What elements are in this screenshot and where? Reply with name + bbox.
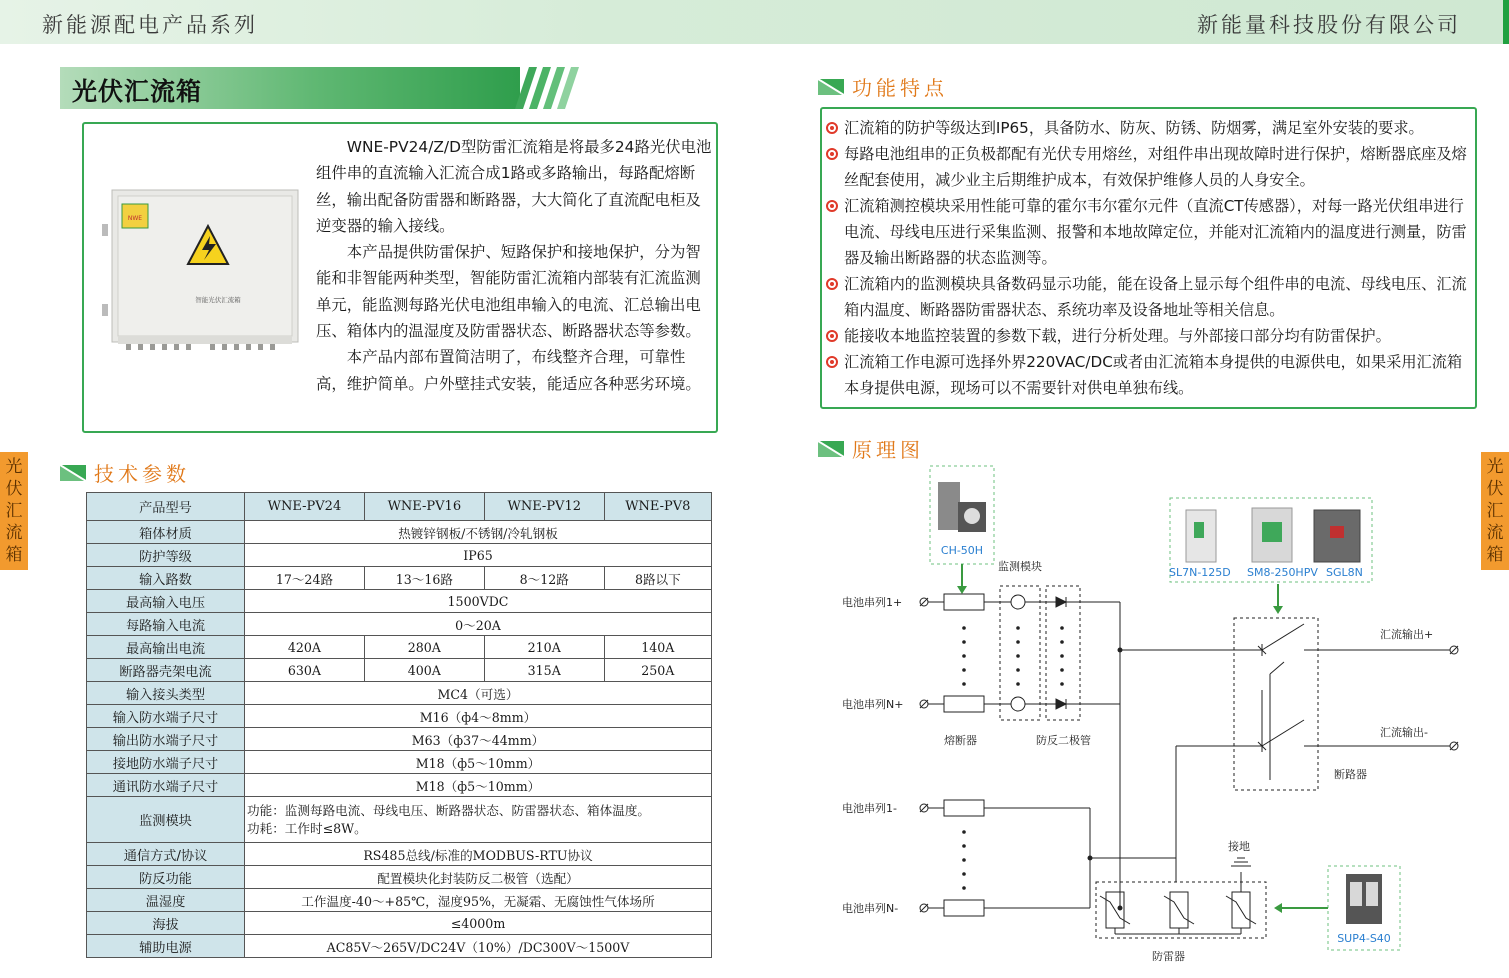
intro-paragraph: WNE-PV24/Z/D型防雷汇流箱是将最多24路光伏电池组件串的直流输入汇流合成1路或多路输出，每路配熔断丝，输出配备防雷器和断路器，大大简化了直流配电柜及逆变器的输入接线。 bbox=[316, 138, 712, 235]
bullet-icon bbox=[826, 122, 838, 134]
spec-value-cell: 0～20A bbox=[245, 613, 712, 636]
spec-value-cell: 315A bbox=[484, 659, 604, 682]
fuse-label: 熔断器 bbox=[944, 734, 977, 747]
bullet-icon bbox=[826, 330, 838, 342]
monitor-module-label: 监测模块 bbox=[998, 560, 1042, 573]
spec-value-cell: MC4（可选） bbox=[245, 682, 712, 705]
table-row bbox=[87, 843, 712, 866]
output-neg-label: 汇流输出- bbox=[1380, 726, 1428, 739]
spec-value-cell: M18（ф5～10mm） bbox=[245, 774, 712, 797]
table-row bbox=[87, 935, 712, 958]
spec-value-cell: 210A bbox=[484, 636, 604, 659]
side-tab-char: 光 bbox=[1486, 457, 1504, 477]
spec-value-cell: 280A bbox=[364, 636, 484, 659]
spec-label-cell: 最高输出电流 bbox=[87, 636, 245, 659]
spec-label-cell: 温湿度 bbox=[87, 889, 245, 912]
table-row bbox=[87, 521, 712, 544]
banner-stripes-icon bbox=[515, 67, 580, 109]
spec-value-cell: 250A bbox=[604, 659, 711, 682]
side-tab-right bbox=[1481, 452, 1509, 570]
features-heading-text: 功能特点 bbox=[852, 76, 948, 100]
breaker-model-1: SL7N-125D bbox=[1169, 566, 1231, 579]
output-pos-label: 汇流输出+ bbox=[1380, 628, 1434, 641]
spec-label-cell: 接地防水端子尺寸 bbox=[87, 751, 245, 774]
feature-text: 汇流箱内的监测模块具备数码显示功能，能在设备上显示每个组件串的电流、母线电压、汇流箱内温度、断路器防雷器状态、系统功率及设备地址等相关信息。 bbox=[844, 275, 1467, 319]
side-tab-char: 流 bbox=[1486, 523, 1504, 543]
string-pos-n-label: 电池串列N+ bbox=[842, 698, 904, 711]
spd-model: SUP4-S40 bbox=[1337, 932, 1391, 945]
feature-text: 汇流箱工作电源可选择外界220VAC/DC或者由汇流箱本身提供的电源供电，如果采用汇流箱本身提供电源，现场可以不需要针对供电单独布线。 bbox=[844, 353, 1463, 397]
spec-value-cell: 420A bbox=[245, 636, 365, 659]
sensor-icon bbox=[938, 482, 986, 532]
breaker-label: 断路器 bbox=[1334, 768, 1367, 781]
table-row bbox=[87, 636, 712, 659]
feature-text: 汇流箱测控模块采用性能可靠的霍尔韦尔霍尔元件（直流CT传感器），对每一路光伏组串进行电流、母线电压进行采集监测、报警和本地故障定位，并能对汇流箱内的温度进行测量，防雷器及输出断路器的状态监测等。 bbox=[844, 197, 1467, 267]
spec-value-cell: 140A bbox=[604, 636, 711, 659]
spec-value-cell: AC85V～265V/DC24V（10%）/DC300V～1500V bbox=[245, 935, 712, 958]
intro-paragraph: 本产品内部布置简洁明了，布线整齐合理，可靠性高，维护简单。户外壁挂式安装，能适应各种恶劣环境。 bbox=[316, 348, 701, 393]
bullet-icon bbox=[826, 148, 838, 160]
side-tab-left bbox=[0, 452, 28, 570]
heading-stripe-icon bbox=[60, 465, 86, 481]
string-neg-1-label: 电池串列1- bbox=[842, 802, 897, 815]
spec-label-cell: 监测模块 bbox=[87, 797, 245, 843]
spec-value-cell: 17～24路 bbox=[245, 567, 365, 590]
feature-text: 能接收本地监控装置的参数下载，进行分析处理。与外部接口部分均有防雷保护。 bbox=[844, 327, 1391, 345]
spec-label-cell: 产品型号 bbox=[87, 493, 245, 521]
spec-label-cell: 输出防水端子尺寸 bbox=[87, 728, 245, 751]
spd-label: 防雷器 bbox=[1152, 950, 1185, 963]
svg-text:智能光伏汇流箱: 智能光伏汇流箱 bbox=[195, 296, 241, 304]
spec-value-cell: 8路以下 bbox=[604, 567, 711, 590]
spec-label-cell: 防反功能 bbox=[87, 866, 245, 889]
spec-label-cell: 辅助电源 bbox=[87, 935, 245, 958]
string-pos-1-label: 电池串列1+ bbox=[842, 596, 903, 609]
side-tab-char: 箱 bbox=[5, 545, 23, 565]
side-tab-char: 光 bbox=[5, 457, 23, 477]
spec-value-cell: M63（ф37～44mm） bbox=[245, 728, 712, 751]
product-title-banner bbox=[60, 67, 580, 109]
sensor-model: CH-50H bbox=[940, 544, 984, 557]
side-tab-char: 流 bbox=[5, 523, 23, 543]
table-row bbox=[87, 705, 712, 728]
feature-item bbox=[826, 271, 1467, 323]
table-row bbox=[87, 912, 712, 935]
bullet-icon bbox=[826, 356, 838, 368]
spec-value-cell: 13～16路 bbox=[364, 567, 484, 590]
heading-stripe-icon bbox=[818, 441, 844, 457]
breaker-model-3: SGL8N bbox=[1326, 566, 1363, 579]
side-tab-char: 伏 bbox=[1486, 479, 1504, 499]
spec-label-cell: 输入路数 bbox=[87, 567, 245, 590]
side-tab-char: 汇 bbox=[1486, 501, 1504, 521]
table-row bbox=[87, 613, 712, 636]
breaker-model-2: SM8-250HPV bbox=[1247, 566, 1318, 579]
combiner-box-image bbox=[98, 184, 308, 356]
spec-label-cell: 海拔 bbox=[87, 912, 245, 935]
table-row bbox=[87, 567, 712, 590]
spec-label-cell: 输入防水端子尺寸 bbox=[87, 705, 245, 728]
breaker-icon bbox=[1186, 508, 1360, 562]
table-row bbox=[87, 590, 712, 613]
table-row bbox=[87, 544, 712, 567]
spec-label-cell: 通讯防水端子尺寸 bbox=[87, 774, 245, 797]
series-title: 新能源配电产品系列 bbox=[42, 13, 258, 37]
header-band bbox=[0, 0, 1509, 44]
monitor-power-line: 功耗：工作时≤8W。 bbox=[247, 820, 367, 836]
monitor-function-line: 功能：监测每路电流、母线电压、断路器状态、防雷器状态、箱体温度。 bbox=[247, 802, 650, 818]
spec-value-cell: 630A bbox=[245, 659, 365, 682]
spec-value-cell: M18（ф5～10mm） bbox=[245, 751, 712, 774]
spec-label-cell: 防护等级 bbox=[87, 544, 245, 567]
intro-box bbox=[82, 122, 718, 433]
side-tab-char: 箱 bbox=[1486, 545, 1504, 565]
intro-paragraph: 本产品提供防雷保护、短路保护和接地保护，分为智能和非智能两种类型，智能防雷汇流箱内部装有汇流监测单元，能监测每路光伏电池组串输入的电流、汇总输出电压、箱体内的温湿度及防雷器状态、断路器状态等参数。 bbox=[316, 243, 701, 341]
spec-value-cell: M16（ф4～8mm） bbox=[245, 705, 712, 728]
bullet-icon bbox=[826, 278, 838, 290]
table-row bbox=[87, 682, 712, 705]
features-box bbox=[820, 107, 1477, 409]
spec-value-cell: WNE-PV24 bbox=[245, 493, 365, 521]
spec-value-cell: 8～12路 bbox=[484, 567, 604, 590]
feature-item bbox=[826, 141, 1467, 193]
feature-item bbox=[826, 193, 1467, 271]
spec-value-cell: 工作温度-40～+85℃，湿度95%，无凝霜、无腐蚀性气体场所 bbox=[245, 889, 712, 912]
table-row bbox=[87, 728, 712, 751]
svg-text:NWE: NWE bbox=[127, 215, 143, 222]
spec-value-cell: 400A bbox=[364, 659, 484, 682]
specs-table bbox=[86, 492, 712, 958]
table-row bbox=[87, 774, 712, 797]
company-name: 新能量科技股份有限公司 bbox=[1197, 13, 1461, 37]
spec-label-cell: 通信方式/协议 bbox=[87, 843, 245, 866]
feature-item bbox=[826, 115, 1467, 141]
heading-stripe-icon bbox=[818, 79, 844, 95]
ground-label: 接地 bbox=[1228, 840, 1250, 853]
spec-label-cell: 箱体材质 bbox=[87, 521, 245, 544]
spec-label-cell: 输入接头类型 bbox=[87, 682, 245, 705]
side-tab-char: 伏 bbox=[5, 479, 23, 499]
spd-device-icon bbox=[1346, 874, 1382, 924]
specs-heading-text: 技术参数 bbox=[94, 462, 190, 486]
schematic-diagram bbox=[830, 462, 1480, 972]
spec-value-cell: WNE-PV8 bbox=[604, 493, 711, 521]
table-row bbox=[87, 889, 712, 912]
intro-text bbox=[316, 134, 712, 397]
spec-label-cell: 断路器壳架电流 bbox=[87, 659, 245, 682]
spec-value-cell: 1500VDC bbox=[245, 590, 712, 613]
side-tab-char: 汇 bbox=[5, 501, 23, 521]
spec-value-cell: 配置模块化封装防反二极管（选配） bbox=[245, 866, 712, 889]
feature-item bbox=[826, 323, 1467, 349]
spec-value-cell: IP65 bbox=[245, 544, 712, 567]
table-row bbox=[87, 493, 712, 521]
spec-label-cell: 最高输入电压 bbox=[87, 590, 245, 613]
feature-text: 汇流箱的防护等级达到IP65，具备防水、防灰、防锈、防烟雾，满足室外安装的要求。 bbox=[844, 119, 1424, 137]
header-edge-accent bbox=[1503, 0, 1509, 44]
spec-label-cell: 每路输入电流 bbox=[87, 613, 245, 636]
string-neg-n-label: 电池串列N- bbox=[842, 902, 899, 915]
specs-heading bbox=[60, 458, 190, 487]
spec-value-cell bbox=[245, 797, 712, 843]
diode-label: 防反二极管 bbox=[1036, 734, 1091, 747]
spec-value-cell: 热镀锌钢板/不锈钢/冷轧钢板 bbox=[245, 521, 712, 544]
table-row bbox=[87, 751, 712, 774]
features-heading bbox=[818, 72, 948, 101]
table-row bbox=[87, 659, 712, 682]
spec-value-cell: RS485总线/标准的MODBUS-RTU协议 bbox=[245, 843, 712, 866]
product-title: 光伏汇流箱 bbox=[72, 77, 203, 106]
table-row bbox=[87, 797, 712, 843]
bullet-icon bbox=[826, 200, 838, 212]
feature-item bbox=[826, 349, 1467, 401]
spec-value-cell: WNE-PV12 bbox=[484, 493, 604, 521]
feature-text: 每路电池组串的正负极都配有光伏专用熔丝，对组件串出现故障时进行保护，熔断器底座及熔丝配套使用，减少业主后期维护成本，有效保护维修人员的人身安全。 bbox=[844, 145, 1467, 189]
diagram-heading-text: 原理图 bbox=[852, 438, 924, 462]
spec-value-cell: WNE-PV16 bbox=[364, 493, 484, 521]
diagram-heading bbox=[818, 434, 924, 463]
table-row bbox=[87, 866, 712, 889]
spec-value-cell: ≤4000m bbox=[245, 912, 712, 935]
